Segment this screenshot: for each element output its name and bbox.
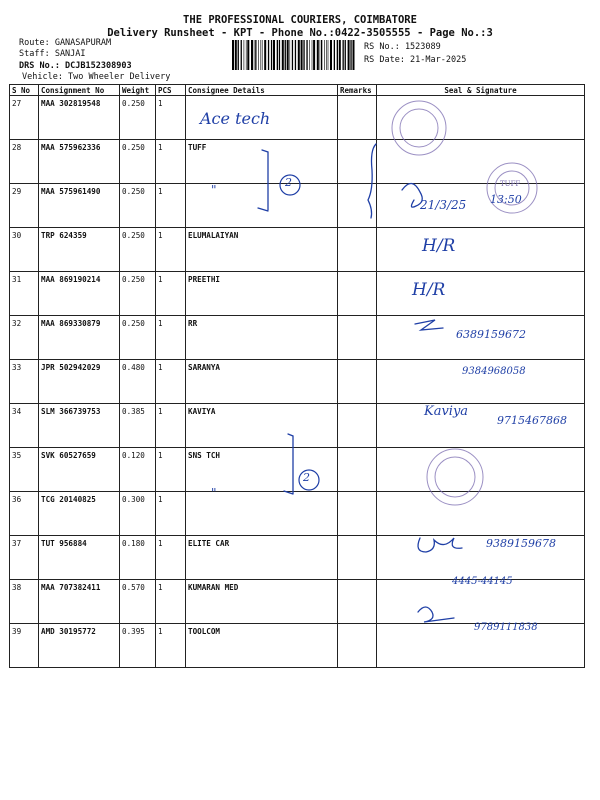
row-weight: 0.395: [120, 624, 156, 668]
row-sno: 31: [10, 272, 39, 316]
row-consignee: KUMARAN MED: [186, 580, 338, 624]
row-consignee: ELITE CAR: [186, 536, 338, 580]
row-weight: 0.250: [120, 316, 156, 360]
row-consignment-no: JPR 502942029: [39, 360, 120, 404]
row39-phone: 9789111838: [474, 622, 538, 633]
route-label: Route: GANASAPURAM: [19, 38, 112, 48]
row-consignee: RR: [186, 316, 338, 360]
row-consignee: KAVIYA: [186, 404, 338, 448]
staff-label: Staff: SANJAI: [19, 49, 86, 59]
row-consignee: SARANYA: [186, 360, 338, 404]
table-row: [10, 448, 585, 492]
row33-phone: 9384968058: [462, 366, 526, 377]
row-weight: 0.250: [120, 140, 156, 184]
row-sno: 32: [10, 316, 39, 360]
row-pcs: 1: [156, 96, 186, 140]
row32-phone: 6389159672: [456, 328, 526, 341]
table-header-row: [10, 85, 585, 96]
row-pcs: 1: [156, 448, 186, 492]
row29-ditto-mark: ": [211, 183, 217, 197]
row29-date: 21/3/25: [420, 198, 467, 212]
row-seal-signature: [377, 448, 585, 492]
row-consignee: TOOLCOM: [186, 624, 338, 668]
row-weight: 0.480: [120, 360, 156, 404]
row-remarks: [338, 580, 377, 624]
row36-circled-two: 2: [303, 471, 310, 484]
row-seal-signature: [377, 140, 585, 184]
row-consignment-no: TCG 20140825: [39, 492, 120, 536]
row-seal-signature: [377, 228, 585, 272]
row-seal-signature: [377, 272, 585, 316]
table-row: [10, 140, 585, 184]
row-consignment-no: SVK 60527659: [39, 448, 120, 492]
row-consignee: TUFF: [186, 140, 338, 184]
row-pcs: 1: [156, 184, 186, 228]
row-pcs: 1: [156, 360, 186, 404]
row29-time: 13:50: [490, 193, 522, 206]
table-row: [10, 228, 585, 272]
row-sno: 38: [10, 580, 39, 624]
vehicle-label: Vehicle: Two Wheeler Delivery: [22, 72, 171, 82]
row-sno: 33: [10, 360, 39, 404]
col-seal: Seal & Signature: [377, 85, 585, 96]
row-sno: 37: [10, 536, 39, 580]
row-weight: 0.250: [120, 272, 156, 316]
row-consignment-no: MAA 869190214: [39, 272, 120, 316]
row-weight: 0.570: [120, 580, 156, 624]
row-sno: 35: [10, 448, 39, 492]
col-consignment: Consignment No: [39, 85, 120, 96]
row-consignment-no: TRP 624359: [39, 228, 120, 272]
row-remarks: [338, 96, 377, 140]
runsheet-subtitle: Delivery Runsheet - KPT - Phone No.:0422-3505555 - Page No.:3: [107, 27, 493, 39]
row-consignee: SNS TCH: [186, 448, 338, 492]
row-consignment-no: MAA 302819548: [39, 96, 120, 140]
row-weight: 0.385: [120, 404, 156, 448]
row-consignee: [186, 492, 338, 536]
row-consignee: ELUMALAIYAN: [186, 228, 338, 272]
row-weight: 0.250: [120, 96, 156, 140]
row-seal-signature: [377, 492, 585, 536]
row-remarks: [338, 360, 377, 404]
row-remarks: [338, 184, 377, 228]
row29-circled-two: 2: [285, 176, 292, 189]
row-seal-signature: [377, 184, 585, 228]
row-weight: 0.300: [120, 492, 156, 536]
row-weight: 0.180: [120, 536, 156, 580]
table-row: [10, 492, 585, 536]
drs-number: DRS No.: DCJB152308903: [19, 61, 132, 71]
row-consignment-no: MAA 707382411: [39, 580, 120, 624]
row-remarks: [338, 140, 377, 184]
row-sno: 39: [10, 624, 39, 668]
table-row: [10, 96, 585, 140]
row-pcs: 1: [156, 404, 186, 448]
row-remarks: [338, 492, 377, 536]
row-pcs: 1: [156, 316, 186, 360]
company-title: THE PROFESSIONAL COURIERS, COIMBATORE: [183, 14, 417, 26]
row31-signature: H/R: [412, 280, 446, 300]
row-remarks: [338, 536, 377, 580]
row-remarks: [338, 228, 377, 272]
row-remarks: [338, 316, 377, 360]
row34-phone: 9715467868: [497, 414, 567, 427]
col-sno: S No: [10, 85, 39, 96]
row-remarks: [338, 448, 377, 492]
row-pcs: 1: [156, 624, 186, 668]
col-pcs: PCS: [156, 85, 186, 96]
row-consignee: PREETHI: [186, 272, 338, 316]
row-sno: 36: [10, 492, 39, 536]
row-pcs: 1: [156, 272, 186, 316]
row-pcs: 1: [156, 580, 186, 624]
row-remarks: [338, 404, 377, 448]
row-consignment-no: SLM 366739753: [39, 404, 120, 448]
row-consignee: [186, 184, 338, 228]
row-pcs: 1: [156, 492, 186, 536]
row-weight: 0.120: [120, 448, 156, 492]
row34-signature-name: Kaviya: [424, 404, 469, 419]
row-sno: 28: [10, 140, 39, 184]
row27-handwritten-consignee: Ace tech: [200, 109, 271, 128]
row-consignment-no: AMD 30195772: [39, 624, 120, 668]
row-remarks: [338, 272, 377, 316]
row29-stamp-text: TUFF: [500, 180, 521, 188]
col-consignee: Consignee Details: [186, 85, 338, 96]
row37-phone: 9389159678: [486, 537, 556, 550]
row-pcs: 1: [156, 140, 186, 184]
row-pcs: 1: [156, 228, 186, 272]
row-sno: 29: [10, 184, 39, 228]
row-consignment-no: TUT 956884: [39, 536, 120, 580]
col-remarks: Remarks: [338, 85, 377, 96]
row-consignment-no: MAA 869330879: [39, 316, 120, 360]
row-weight: 0.250: [120, 228, 156, 272]
row-pcs: 1: [156, 536, 186, 580]
row30-signature: H/R: [422, 236, 456, 256]
row-consignment-no: MAA 575961490: [39, 184, 120, 228]
row-sno: 27: [10, 96, 39, 140]
row-weight: 0.250: [120, 184, 156, 228]
barcode: [232, 40, 356, 70]
row-seal-signature: [377, 96, 585, 140]
rs-date: RS Date: 21-Mar-2025: [364, 55, 467, 65]
table-row: [10, 272, 585, 316]
row-remarks: [338, 624, 377, 668]
col-weight: Weight: [120, 85, 156, 96]
row-sno: 34: [10, 404, 39, 448]
row36-ditto-mark: ": [211, 486, 217, 500]
row-consignment-no: MAA 575962336: [39, 140, 120, 184]
row38-number: 4445-44145: [452, 576, 513, 587]
row-sno: 30: [10, 228, 39, 272]
rs-number: RS No.: 1523089: [364, 42, 441, 52]
